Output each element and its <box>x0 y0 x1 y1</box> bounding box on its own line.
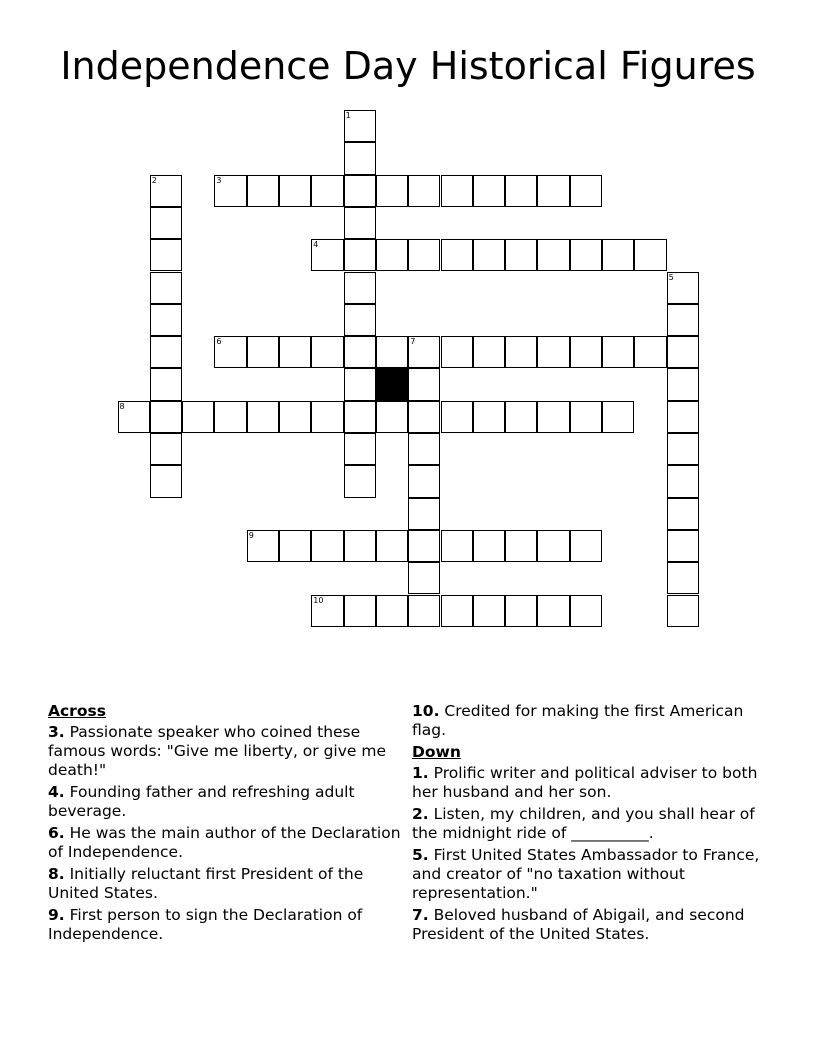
clue-across-3 <box>48 723 403 780</box>
clue-number-label: 3 <box>216 175 222 185</box>
clue-down-5 <box>412 846 767 903</box>
clue-text: First United States Ambassador to France, and creator of "no taxation without representation." <box>412 846 760 902</box>
grid-cell[interactable] <box>441 530 473 562</box>
black-square <box>376 368 408 400</box>
grid-cell[interactable] <box>376 239 408 271</box>
grid-cell[interactable] <box>667 562 699 594</box>
grid-cell[interactable] <box>408 433 440 465</box>
clue-number-label: 8 <box>119 401 125 411</box>
clue-number-label: 5 <box>668 272 674 282</box>
clue-down-1 <box>412 764 767 802</box>
grid-cell[interactable] <box>634 239 666 271</box>
clue-across-9 <box>48 906 403 944</box>
grid-cell[interactable] <box>408 562 440 594</box>
grid-cell[interactable] <box>408 498 440 530</box>
grid-cell[interactable] <box>667 465 699 497</box>
grid-cell[interactable] <box>311 336 343 368</box>
grid-cell[interactable] <box>537 401 569 433</box>
grid-cell[interactable] <box>150 207 182 239</box>
clue-down-2 <box>412 805 767 843</box>
grid-cell[interactable] <box>537 239 569 271</box>
down-heading: Down <box>412 743 461 761</box>
clue-text: Listen, my children, and you shall hear of the midnight ride of __________. <box>412 805 755 842</box>
grid-cell[interactable] <box>344 336 376 368</box>
clue-number-label: 9 <box>248 530 254 540</box>
grid-cell[interactable] <box>344 304 376 336</box>
clue-number: 2. <box>412 805 429 823</box>
grid-cell[interactable] <box>505 595 537 627</box>
grid-cell[interactable] <box>441 175 473 207</box>
clue-down-7 <box>412 906 767 944</box>
clue-number-label: 1 <box>345 111 351 120</box>
grid-cell[interactable] <box>505 401 537 433</box>
clue-text: Prolific writer and political adviser to both her husband and her son. <box>412 764 758 801</box>
grid-cell[interactable] <box>667 401 699 433</box>
grid-cell[interactable] <box>441 595 473 627</box>
grid-cell[interactable] <box>150 465 182 497</box>
grid-cell[interactable] <box>537 530 569 562</box>
grid-cell[interactable] <box>634 336 666 368</box>
clue-number-label: 10 <box>313 595 324 605</box>
grid-cell[interactable] <box>505 530 537 562</box>
grid-cell[interactable] <box>344 595 376 627</box>
grid-cell[interactable] <box>344 368 376 400</box>
grid-cell[interactable] <box>311 239 343 271</box>
grid-cell[interactable] <box>150 336 182 368</box>
grid-cell[interactable] <box>311 595 343 627</box>
grid-cell[interactable] <box>667 595 699 627</box>
clue-across-10 <box>412 702 767 740</box>
grid-cell[interactable] <box>344 401 376 433</box>
clue-text: Passionate speaker who coined these famous words: "Give me liberty, or give me death!" <box>48 723 386 779</box>
grid-cell[interactable] <box>344 530 376 562</box>
grid-cell[interactable] <box>344 207 376 239</box>
clue-number-label: 7 <box>410 337 416 347</box>
grid-cell[interactable] <box>344 465 376 497</box>
grid-cell[interactable] <box>311 175 343 207</box>
grid-cell[interactable] <box>150 239 182 271</box>
clue-number-label: 6 <box>216 337 222 347</box>
clue-number: 4. <box>48 783 65 801</box>
grid-cell[interactable] <box>279 175 311 207</box>
grid-cell[interactable] <box>570 239 602 271</box>
clue-number: 10. <box>412 702 440 720</box>
page-title: Independence Day Historical Figures <box>60 44 756 88</box>
grid-cell[interactable] <box>344 433 376 465</box>
grid-cell[interactable] <box>473 175 505 207</box>
clue-number: 5. <box>412 846 429 864</box>
grid-cell[interactable] <box>214 401 246 433</box>
clue-number-label: 4 <box>313 240 319 250</box>
grid-cell[interactable] <box>408 175 440 207</box>
grid-cell[interactable] <box>408 336 440 368</box>
grid-cell[interactable] <box>667 368 699 400</box>
clue-text: First person to sign the Declaration of Independence. <box>48 906 363 943</box>
grid-cell[interactable] <box>473 530 505 562</box>
grid-cell[interactable] <box>214 336 246 368</box>
grid-cell[interactable] <box>376 336 408 368</box>
clues-column-right <box>412 702 767 947</box>
clue-across-6 <box>48 824 403 862</box>
clue-across-4 <box>48 783 403 821</box>
grid-cell[interactable] <box>537 595 569 627</box>
grid-cell[interactable] <box>344 110 376 142</box>
clue-text: Beloved husband of Abigail, and second President of the United States. <box>412 906 745 943</box>
grid-cell[interactable] <box>441 336 473 368</box>
grid-cell[interactable] <box>344 272 376 304</box>
clues-column-left <box>48 702 403 947</box>
grid-cell[interactable] <box>408 595 440 627</box>
clue-number: 9. <box>48 906 65 924</box>
clue-number: 1. <box>412 764 429 782</box>
clue-text: Founding father and refreshing adult beverage. <box>48 783 355 820</box>
grid-cell[interactable] <box>505 336 537 368</box>
grid-cell[interactable] <box>344 175 376 207</box>
grid-cell[interactable] <box>408 530 440 562</box>
grid-cell[interactable] <box>667 498 699 530</box>
grid-cell[interactable] <box>408 401 440 433</box>
grid-cell[interactable] <box>570 336 602 368</box>
grid-cell[interactable] <box>279 336 311 368</box>
grid-cell[interactable] <box>214 175 246 207</box>
grid-cell[interactable] <box>311 530 343 562</box>
grid-cell[interactable] <box>150 304 182 336</box>
grid-cell[interactable] <box>570 530 602 562</box>
across-heading: Across <box>48 702 106 720</box>
grid-cell[interactable] <box>150 175 182 207</box>
grid-cell[interactable] <box>473 239 505 271</box>
grid-cell[interactable] <box>344 239 376 271</box>
grid-cell[interactable] <box>376 530 408 562</box>
clue-number: 3. <box>48 723 65 741</box>
grid-cell[interactable] <box>118 401 150 433</box>
grid-cell[interactable] <box>376 175 408 207</box>
grid-cell[interactable] <box>247 530 279 562</box>
grid-cell[interactable] <box>667 336 699 368</box>
grid-cell[interactable] <box>376 595 408 627</box>
grid-cell[interactable] <box>505 239 537 271</box>
grid-cell[interactable] <box>408 465 440 497</box>
grid-cell[interactable] <box>667 433 699 465</box>
clue-number: 7. <box>412 906 429 924</box>
grid-cell[interactable] <box>150 401 182 433</box>
grid-cell[interactable] <box>408 368 440 400</box>
grid-cell[interactable] <box>279 401 311 433</box>
clue-across-8 <box>48 865 403 903</box>
clue-text: Credited for making the first American flag. <box>412 702 744 739</box>
grid-cell[interactable] <box>311 401 343 433</box>
grid-cell[interactable] <box>247 175 279 207</box>
grid-cell[interactable] <box>247 401 279 433</box>
grid-cell[interactable] <box>602 401 634 433</box>
grid-cell[interactable] <box>537 175 569 207</box>
grid-cell[interactable] <box>570 401 602 433</box>
grid-cell[interactable] <box>570 175 602 207</box>
clue-text: He was the main author of the Declaration of Independence. <box>48 824 401 861</box>
grid-cell[interactable] <box>473 595 505 627</box>
clue-number: 8. <box>48 865 65 883</box>
grid-cell[interactable] <box>473 401 505 433</box>
grid-cell[interactable] <box>441 401 473 433</box>
grid-cell[interactable] <box>570 595 602 627</box>
grid-cell[interactable] <box>247 336 279 368</box>
grid-cell[interactable] <box>441 239 473 271</box>
grid-cell[interactable] <box>473 336 505 368</box>
grid-cell[interactable] <box>667 272 699 304</box>
grid-cell[interactable] <box>667 304 699 336</box>
grid-cell[interactable] <box>182 401 214 433</box>
grid-cell[interactable] <box>505 175 537 207</box>
clue-number-label: 2 <box>151 175 157 185</box>
grid-cell[interactable] <box>667 530 699 562</box>
grid-cell[interactable] <box>602 336 634 368</box>
grid-cell[interactable] <box>150 433 182 465</box>
grid-cell[interactable] <box>602 239 634 271</box>
grid-cell[interactable] <box>408 239 440 271</box>
grid-cell[interactable] <box>279 530 311 562</box>
grid-cell[interactable] <box>344 142 376 174</box>
clue-text: Initially reluctant first President of the United States. <box>48 865 364 902</box>
grid-cell[interactable] <box>537 336 569 368</box>
grid-cell[interactable] <box>150 272 182 304</box>
clue-number: 6. <box>48 824 65 842</box>
grid-cell[interactable] <box>376 401 408 433</box>
grid-cell[interactable] <box>150 368 182 400</box>
